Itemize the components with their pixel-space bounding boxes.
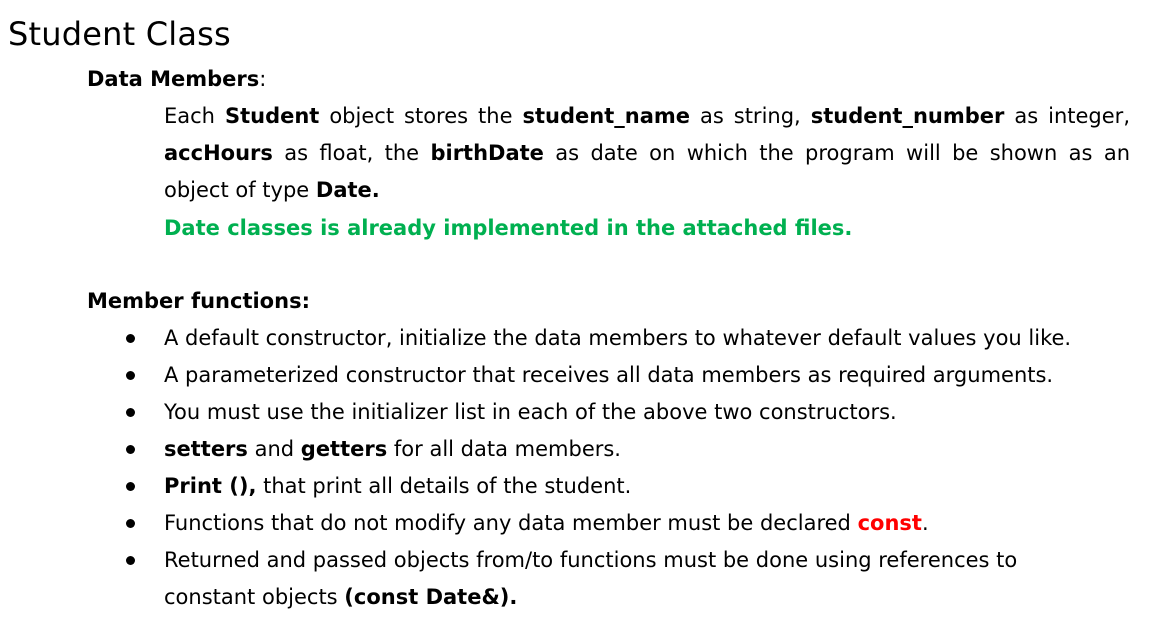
para-student: Student	[224, 104, 320, 128]
bullet-icon	[126, 408, 135, 417]
setters-label: setters	[164, 437, 248, 461]
data-members-heading-text: Data Members	[87, 67, 260, 91]
para-student-name: student_name	[522, 104, 690, 128]
list-item-text: .	[921, 511, 929, 535]
list-item-text: and	[247, 437, 301, 461]
list-item	[0, 505, 1094, 542]
para-student-number: student_number	[810, 104, 1005, 128]
member-functions-heading: Member functions:	[87, 289, 310, 313]
list-item-text: Returned and passed objects from/to functions must be done using references to constant objects	[164, 548, 1018, 609]
list-item	[0, 468, 1094, 505]
para-text: as integer,	[1004, 104, 1130, 128]
list-item-text: A parameterized constructor that receives all data members as required arguments.	[164, 363, 1054, 387]
bullet-icon	[126, 445, 135, 454]
bullet-icon	[126, 482, 135, 491]
const-keyword: const	[857, 511, 922, 535]
bullet-icon	[126, 334, 135, 343]
bullet-icon	[126, 556, 135, 565]
member-functions-list	[0, 320, 1155, 616]
para-acchours: accHours	[164, 141, 273, 165]
bullet-icon	[126, 371, 135, 380]
list-item-text: A default constructor, initialize the data members to whatever default values you like.	[164, 326, 1072, 350]
bullet-icon	[126, 519, 135, 528]
list-item	[0, 394, 1094, 431]
para-text: as string,	[690, 104, 811, 128]
list-item	[0, 357, 1094, 394]
list-item	[0, 542, 1094, 616]
getters-label: getters	[300, 437, 388, 461]
data-members-heading	[87, 64, 266, 94]
data-members-heading-colon: :	[259, 67, 267, 91]
page-title: Student Class	[8, 15, 231, 53]
para-text: object stores the	[319, 104, 523, 128]
date-classes-note: Date classes is already implemented in the attached files.	[164, 216, 853, 240]
para-text: as date on which the program will be shown as an object of type	[164, 141, 1131, 202]
para-birthdate: birthDate	[430, 141, 544, 165]
list-item-text: You must use the initializer list in each of the above two constructors.	[164, 400, 897, 424]
list-item-text: that print all details of the student.	[256, 474, 632, 498]
list-item-text: Functions that do not modify any data member must be declared	[164, 511, 858, 535]
para-text: as float, the	[272, 141, 431, 165]
list-item	[0, 431, 1094, 468]
list-item	[0, 320, 1094, 357]
para-text: Each	[164, 104, 225, 128]
print-label: Print (),	[164, 474, 257, 498]
list-item-text: for all data members.	[387, 437, 621, 461]
para-date: Date.	[315, 178, 380, 202]
data-members-paragraph	[164, 98, 1130, 209]
const-date-ref: (const Date&).	[344, 585, 518, 609]
